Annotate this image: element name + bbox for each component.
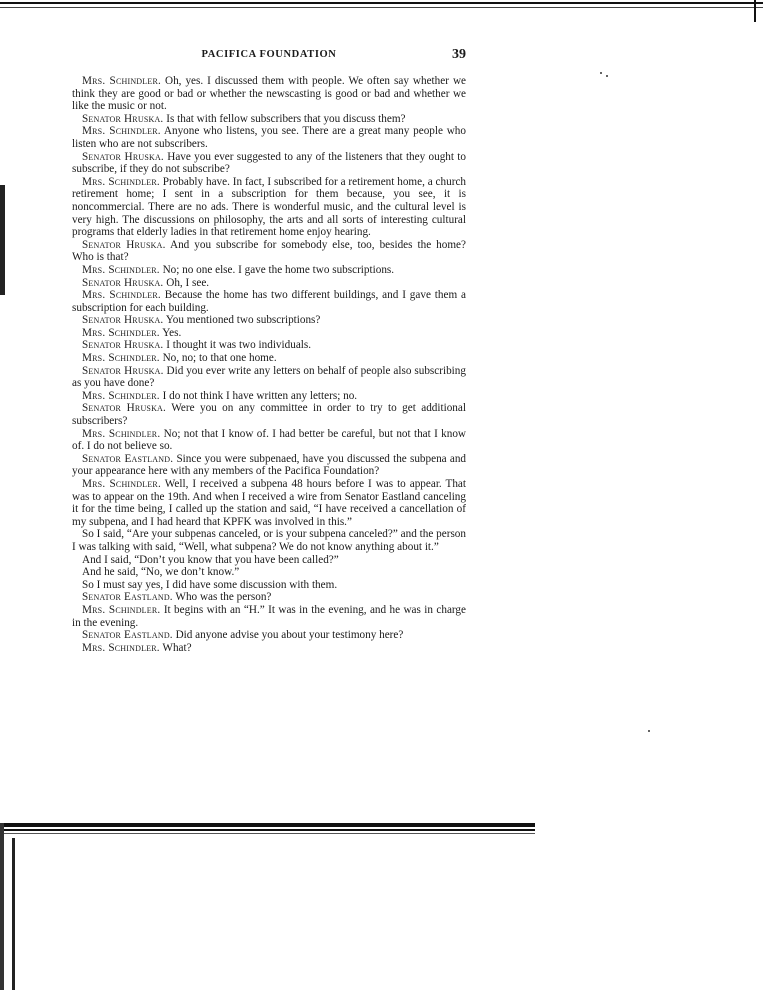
speaker-label: Senator Hruska.	[82, 339, 164, 352]
speck	[600, 72, 602, 74]
paragraph-text: And I said, “Don’t you know that you have been called?”	[82, 553, 339, 566]
paragraph-text: Anyone who listens, you see. There are a great many people who listen who are not subscribers.	[72, 125, 466, 150]
paragraph-text: Is that with fellow subscribers that you discuss them?	[166, 112, 406, 125]
speaker-label: Senator Eastland.	[82, 629, 173, 642]
transcript-paragraph	[72, 75, 466, 113]
binding-shadow	[0, 185, 5, 295]
paragraph-text: I thought it was two individuals.	[166, 339, 312, 352]
speaker-label: Mrs. Schindler.	[82, 75, 161, 87]
transcript-paragraph	[72, 365, 466, 390]
paragraph-text: Well, I received a subpena 48 hours before I was to appear. That was to appear on the 19th. And when I received a wire from Senator Eastland canceling it for the time being, I called up the station and said, “I have received a cancellation of my subpena, and I had heard that KPFK was involved in this.”	[72, 478, 466, 528]
speaker-label: Senator Hruska.	[82, 402, 167, 415]
paragraph-text: No; not that I know of. I had better be careful, but not that I know of. I do not believe so.	[72, 427, 466, 453]
speaker-label: Mrs. Schindler.	[82, 478, 161, 490]
speaker-label: Mrs. Schindler.	[82, 125, 161, 138]
speck	[648, 730, 650, 732]
paragraph-text: Probably have. In fact, I subscribed for a retirement home, a church retirement home; I sent in a subscription for them because, you see, it is noncommercial. There are no ads. There is wonderful music, and the cultural level is very high. The discussions on philosophy, the arts and all sorts of interesting cultural programs that elderly ladies in that retirement home enjoy hearing.	[72, 175, 467, 239]
paragraph-text: Have you ever suggested to any of the listeners that they ought to subscribe, if they do not subscribe?	[72, 150, 466, 176]
paragraph-text: Since you were subpenaed, have you discussed the subpena and your appearance here with any members of the Pacifica Foundation?	[72, 452, 467, 478]
speaker-label: Mrs. Schindler.	[82, 326, 160, 339]
scan-border-right	[754, 0, 756, 22]
transcript-paragraph	[72, 428, 466, 453]
speaker-label: Senator Eastland.	[82, 452, 174, 465]
speaker-label: Mrs. Schindler.	[82, 263, 160, 276]
speaker-label: Mrs. Schindler.	[82, 389, 160, 402]
speaker-label: Senator Hruska.	[82, 150, 164, 163]
page-edge-band-3	[0, 833, 535, 834]
transcript-paragraph	[72, 113, 466, 126]
paragraph-text: Because the home has two different buildings, and I gave them a subscription for each building.	[72, 289, 467, 314]
speaker-label: Senator Hruska.	[82, 112, 164, 125]
paragraph-text: Yes.	[162, 326, 182, 339]
transcript-paragraph	[72, 402, 466, 427]
transcript-paragraph	[72, 629, 466, 642]
transcript-paragraph	[72, 277, 466, 290]
paragraph-text: And he said, “No, we don’t know.”	[82, 566, 240, 579]
scan-border-top-thin	[0, 7, 763, 8]
paragraph-text: It begins with an “H.” It was in the evening, and he was in charge in the evening.	[72, 603, 466, 629]
page-edge-band-2	[0, 829, 535, 831]
transcript-paragraph	[72, 289, 466, 314]
speaker-label: Senator Hruska.	[82, 314, 164, 327]
transcript-paragraph	[72, 642, 466, 655]
speaker-label: Senator Eastland.	[82, 591, 173, 604]
transcript-paragraph	[72, 314, 466, 327]
paragraph-text: You mentioned two subscriptions?	[165, 314, 321, 327]
paragraph-text: Who was the person?	[175, 591, 272, 604]
paragraph-text: No, no; to that one home.	[162, 352, 277, 365]
speaker-label: Mrs. Schindler.	[82, 603, 161, 616]
paragraph-text: Oh, I see.	[166, 276, 210, 289]
paragraph-text: So I must say yes, I did have some discussion with them.	[82, 578, 338, 591]
speaker-label: Senator Hruska.	[82, 276, 164, 289]
transcript-paragraph	[72, 264, 466, 277]
transcript-paragraph	[72, 579, 466, 592]
transcript-paragraph	[72, 604, 466, 629]
paragraph-text: Did anyone advise you about your testimony here?	[175, 629, 404, 642]
running-title: PACIFICA FOUNDATION	[201, 49, 337, 60]
paragraph-text: I do not think I have written any letters; no.	[162, 389, 358, 402]
paragraph-text: What?	[162, 641, 192, 654]
transcript-paragraph	[72, 176, 466, 239]
transcript-paragraph	[72, 566, 466, 579]
speaker-label: Mrs. Schindler.	[82, 427, 161, 440]
transcript-paragraph	[72, 339, 466, 352]
speaker-label: Senator Hruska.	[82, 238, 166, 251]
page-edge-left	[0, 823, 4, 990]
paragraph-text: Oh, yes. I discussed them with people. We often say whether we think they are good or bad or whether the newscasting is good or bad and whether we like the music or not.	[72, 75, 466, 113]
scan-border-top	[0, 2, 763, 4]
speck	[606, 75, 608, 77]
speaker-label: Mrs. Schindler.	[82, 289, 161, 302]
speaker-label: Mrs. Schindler.	[82, 352, 160, 365]
transcript-paragraph	[72, 591, 466, 604]
page-header	[72, 47, 466, 63]
transcript-paragraph	[72, 352, 466, 365]
transcript-paragraph	[72, 151, 466, 176]
transcript-paragraph	[72, 453, 466, 478]
speaker-label: Mrs. Schindler.	[82, 175, 160, 188]
paragraph-text: No; no one else. I gave the home two subscriptions.	[162, 263, 395, 276]
paragraph-text: So I said, “Are your subpenas canceled, or is your subpena canceled?” and the person I was talking with said, “Well, what subpena? We do not know anything about it.”	[72, 528, 466, 553]
transcript-paragraph	[72, 125, 466, 150]
transcript-paragraph	[72, 554, 466, 567]
transcript-body	[72, 75, 466, 654]
paragraph-text: And you subscribe for somebody else, too, besides the home? Who is that?	[72, 238, 466, 264]
page-edge-strip	[12, 838, 15, 990]
speaker-label: Mrs. Schindler.	[82, 641, 160, 654]
page-edge-band	[0, 823, 535, 827]
transcript-paragraph	[72, 327, 466, 340]
transcript-paragraph	[72, 390, 466, 403]
paragraph-text: Were you on any committee in order to try to get additional subscribers?	[72, 402, 466, 428]
transcript-paragraph	[72, 528, 466, 553]
speaker-label: Senator Hruska.	[82, 364, 164, 377]
transcript-paragraph	[72, 478, 466, 528]
paragraph-text: Did you ever write any letters on behalf of people also subscribing as you have done?	[72, 364, 466, 390]
page-number: 39	[452, 47, 466, 62]
transcript-paragraph	[72, 239, 466, 264]
